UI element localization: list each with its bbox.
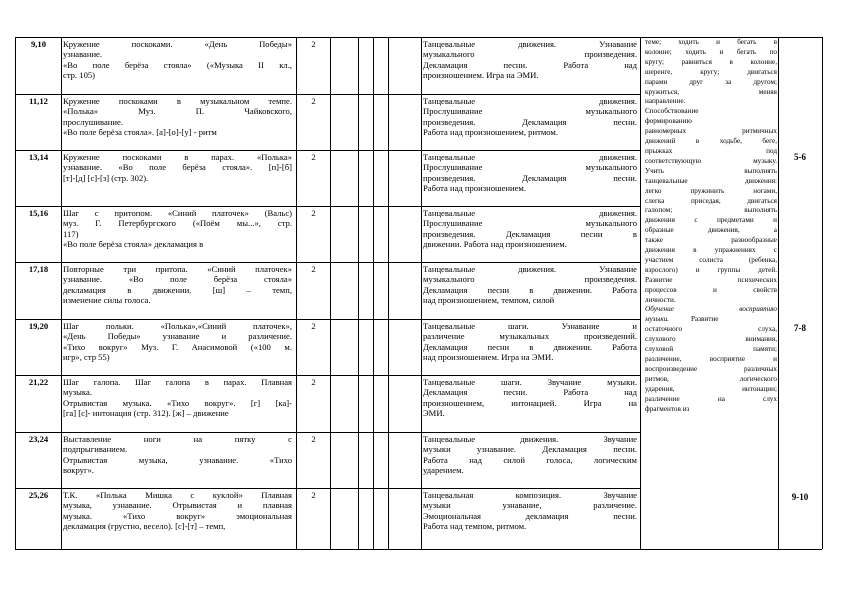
text-line: Отрывистая музыка, узнавание. «Тихо — [63, 454, 292, 465]
text-line: галопом; выполнять — [645, 206, 777, 215]
lesson-hours: 2 — [311, 377, 316, 387]
text-line: Танцевальные движения. — [423, 96, 637, 106]
lesson-topic — [63, 264, 294, 318]
lesson-activities — [423, 152, 637, 205]
text-line: Работа над силой голоса, логическим — [423, 454, 637, 465]
column-divider — [822, 37, 823, 549]
column-divider — [61, 37, 62, 549]
text-line: различение, восприятие и — [645, 355, 777, 363]
text-line: узнавание. «Во поле берёза стояла» — [63, 274, 292, 285]
text-line: легко пружинить ногами, — [645, 186, 777, 195]
text-line: формированию — [645, 117, 692, 126]
lesson-activities — [423, 264, 637, 318]
text-line: «Полька» Муз. П. Чайковского, — [63, 106, 292, 117]
text-line: Танцевальная композиция. Звучание — [423, 490, 637, 500]
text-line: воспроизведение различных — [645, 364, 777, 373]
row-divider — [15, 94, 640, 95]
text-line: подпрыгиванием. — [63, 444, 128, 455]
goals-text-continued: Развитие — [691, 315, 719, 324]
text-line: слуховой памяти; — [645, 345, 777, 354]
text-line: Кружение поскоками в музыкальном темпе. — [63, 96, 292, 106]
text-line: над произношением, темпом, силой — [423, 295, 555, 306]
lesson-hours: 2 — [311, 434, 316, 444]
lesson-topic — [63, 321, 294, 374]
text-line: музыкального произведения. — [423, 274, 637, 285]
text-line: направление. — [645, 97, 686, 106]
text-line: Кружение поскоками в парах. «Полька» — [63, 152, 292, 162]
text-line: шеренге, кругу; двигаться — [645, 67, 777, 76]
text-line: процессов и свойств — [645, 285, 777, 294]
text-line: колонне; ходить и бегать по — [645, 47, 777, 56]
text-line: 117) — [63, 228, 79, 239]
text-line: [га] [с]- интонация (стр. 312). [ж] – движение — [63, 408, 229, 419]
text-line: «День Победы» узнавание и различение. — [63, 331, 292, 342]
lesson-hours: 2 — [311, 96, 316, 106]
lesson-hours: 2 — [311, 490, 316, 500]
text-line: музыкального произведения. — [423, 49, 637, 60]
text-line: «Во поле берёза стояла» декламация в — [63, 239, 204, 250]
week-range: 7-8 — [794, 323, 806, 333]
lesson-topic — [63, 39, 294, 93]
text-line: произведения. Декламация песни в — [423, 228, 637, 239]
text-line: Прослушивание музыкального — [423, 106, 637, 117]
text-line: музыки узнавание. Декламация песни. — [423, 444, 637, 455]
text-line: декламация в движении. [ш] – темп, — [63, 284, 292, 295]
lesson-hours: 2 — [311, 264, 316, 274]
text-line: Работа над произношением. — [423, 183, 527, 194]
text-line: соответствующую музыку. — [645, 156, 777, 165]
row-divider — [15, 488, 640, 489]
text-line: также разнообразные — [645, 236, 777, 245]
text-line: кружиться, меняя — [645, 87, 777, 96]
text-line: Отрывистая музыка. «Тихо вокруг». [г] [ка]- — [63, 397, 292, 408]
text-line: движений в ходьбе, беге, — [645, 137, 777, 146]
week-range: 5-6 — [794, 152, 806, 162]
text-line: произношением, интонацией. Игра на — [423, 397, 637, 408]
text-line: парами друг за другом; — [645, 77, 777, 86]
text-line: взрослого) и группы детей. — [645, 265, 777, 274]
goals-text — [645, 38, 777, 305]
lesson-topic — [63, 434, 294, 487]
column-divider — [358, 37, 359, 549]
lesson-topic — [63, 377, 294, 431]
column-divider — [330, 37, 331, 549]
text-line: Т.К. «Полька Мишка с куклой» Плавная — [63, 490, 292, 500]
text-line: «Тихо вокруг» Муз. Г. Анасимовой («100 м. — [63, 341, 292, 352]
text-line: Выставление ноги на пятку с — [63, 434, 292, 444]
text-line: игр», стр 55) — [63, 352, 110, 363]
text-line: над произношением. Игра на ЭМИ. — [423, 352, 554, 363]
row-divider — [15, 432, 640, 433]
lesson-topic — [63, 208, 294, 261]
text-line: музыка. «Тихо вокруг» эмоциональная — [63, 510, 292, 521]
text-line: Танцевальные движения. — [423, 152, 637, 162]
row-divider — [15, 150, 640, 151]
text-line: Танцевальные шаги. Узнавание и — [423, 321, 637, 331]
row-divider — [15, 549, 822, 550]
text-line: личности. — [645, 295, 676, 304]
lesson-activities — [423, 321, 637, 374]
text-line: ударения, интонации; — [645, 384, 777, 393]
text-line: произведения. Декламация песни. — [423, 172, 637, 183]
text-line: Прослушивание музыкального — [423, 162, 637, 173]
text-line: стр. 105) — [63, 70, 96, 81]
text-line: Эмоциональная декламация песни. — [423, 510, 637, 521]
text-line: [т]-[д] [с]-[з] (стр. 302). — [63, 172, 149, 183]
lesson-number: 15,16 — [28, 208, 49, 218]
text-line: Танцевальные движения. Узнавание — [423, 264, 637, 274]
column-divider — [421, 37, 422, 549]
text-line: слегка приседая, двигаться — [645, 196, 777, 205]
text-line: ритмов, логического — [645, 374, 777, 383]
text-line: «Во поле берёза стояла». [а]-[о]-[у] - ритм — [63, 127, 217, 138]
text-line: Шаг галопа. Шаг галопа в парах. Плавная — [63, 377, 292, 387]
text-line: вокруг». — [63, 465, 94, 476]
lesson-hours: 2 — [311, 152, 316, 162]
lesson-activities — [423, 96, 637, 149]
text-line: движения в упражнениях с — [645, 246, 777, 255]
text-line: Учить выполнять — [645, 166, 777, 175]
lesson-number: 13,14 — [28, 152, 49, 162]
goals-subtitle-line-2: музыки. — [645, 315, 670, 324]
text-line: равномерных ритмичных — [645, 127, 777, 136]
text-line: Работа над произношением, ритмом. — [423, 127, 558, 138]
text-line: движении. Работа над произношением. — [423, 239, 567, 250]
text-line: фрагментов из — [645, 404, 690, 413]
text-line: прыжках под — [645, 146, 777, 155]
text-line: декламация (грустно, весело). [с]-[т] – темп, — [63, 521, 226, 532]
lesson-hours: 2 — [311, 208, 316, 218]
text-line: Декламация песни в движении. Работа — [423, 284, 637, 295]
text-line: прослушивание. — [63, 116, 123, 127]
goals-subtitle — [645, 305, 777, 325]
text-line: изменение силы голоса. — [63, 295, 151, 306]
column-divider — [388, 37, 389, 549]
text-line: произведения. Декламация песни. — [423, 116, 637, 127]
text-line: Декламация песни. Работа над — [423, 59, 637, 70]
text-line: Декламация песни. Работа над — [423, 387, 637, 398]
text-line: движения с предметами и — [645, 216, 777, 225]
lesson-hours: 2 — [311, 39, 316, 49]
lesson-activities — [423, 208, 637, 261]
text-line: Прослушивание музыкального — [423, 218, 637, 229]
text-line: танцевальные движения: — [645, 176, 777, 185]
lesson-number: 9,10 — [30, 39, 47, 49]
goals-column — [645, 38, 777, 548]
text-line: ЭМИ. — [423, 408, 445, 419]
text-line: Декламация песни в движении. Работа — [423, 341, 637, 352]
text-line: Танцевальные движения. Узнавание — [423, 39, 637, 49]
column-divider — [373, 37, 374, 549]
text-line: «Во поле берёза стояла» («Музыка II кл., — [63, 59, 292, 70]
text-line: музыки узнавание, различение. — [423, 500, 637, 511]
text-line: различение музыкальных произведений. — [423, 331, 637, 342]
text-line: Танцевальные движения. — [423, 208, 637, 218]
text-line: узнавание. — [63, 49, 103, 60]
text-line: остаточного слуха, — [645, 325, 777, 334]
column-divider — [640, 37, 641, 549]
text-line: узнавание. «Во поле берёза стояла». [п]-[б] — [63, 162, 292, 173]
text-line: Развитие психических — [645, 275, 777, 284]
lesson-number: 19,20 — [28, 321, 49, 331]
text-line: слухового внимания, — [645, 335, 777, 344]
text-line: Работа над темпом, ритмом. — [423, 521, 527, 532]
lesson-hours: 2 — [311, 321, 316, 331]
lesson-number: 23,24 — [28, 434, 49, 444]
text-line: Способствование — [645, 107, 699, 116]
text-line: музыка. — [63, 387, 92, 398]
lesson-topic — [63, 152, 294, 205]
row-divider — [15, 319, 640, 320]
goals-text-2 — [645, 325, 777, 414]
text-line: Шаг польки. «Полька»,«Синий платочек», — [63, 321, 292, 331]
lesson-number: 11,12 — [29, 96, 48, 106]
lesson-activities — [423, 434, 637, 487]
lesson-number: 25,26 — [28, 490, 49, 500]
text-line: Повторные три притопа. «Синий платочек» — [63, 264, 292, 274]
lesson-activities — [423, 39, 637, 93]
text-line: теме; ходить и бегать в — [645, 38, 777, 46]
week-range: 9-10 — [791, 492, 809, 502]
lesson-activities — [423, 377, 637, 431]
text-line: образные движения, а — [645, 226, 777, 235]
text-line: различение на слух — [645, 394, 777, 403]
text-line: кругу; равняться в колонне, — [645, 57, 777, 66]
text-line: музыка, узнавание. Отрывистая и плавная — [63, 500, 292, 511]
text-line: Кружение поскоками. «День Победы» — [63, 39, 292, 49]
text-line: ударением. — [423, 465, 464, 476]
lesson-topic — [63, 490, 294, 548]
text-line: Танцевальные шаги. Звучание музыки. — [423, 377, 637, 387]
lesson-topic — [63, 96, 294, 149]
lesson-number: 17,18 — [28, 264, 49, 274]
goals-subtitle-line-1: Обучение восприятию — [645, 305, 777, 314]
row-divider — [15, 206, 640, 207]
text-line: Шаг с притопом. «Синий платочек» (Вальс) — [63, 208, 292, 218]
text-line: участием солиста (ребенка, — [645, 255, 777, 264]
row-divider — [15, 262, 640, 263]
text-line: произношением. Игра на ЭМИ. — [423, 70, 539, 81]
text-line: муз. Г. Петербургского («Поём мы...», стр. — [63, 218, 292, 229]
row-divider — [15, 375, 640, 376]
column-divider — [778, 37, 779, 549]
lesson-activities — [423, 490, 637, 548]
text-line: Танцевальные движения. Звучание — [423, 434, 637, 444]
lesson-number: 21,22 — [28, 377, 49, 387]
